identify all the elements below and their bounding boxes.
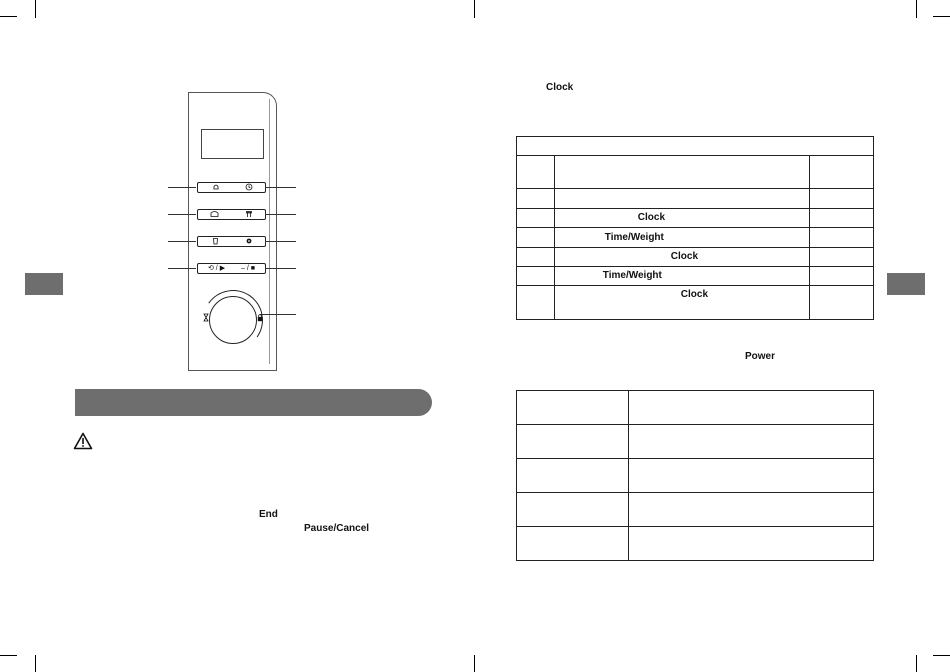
table-cell	[517, 189, 555, 209]
table-header-cell	[517, 137, 874, 156]
crop-mark	[916, 655, 917, 672]
table-cell	[517, 286, 555, 320]
table-cell	[517, 156, 555, 189]
clock-icon	[245, 183, 253, 194]
table-cell	[517, 391, 629, 425]
panel-button-row-3	[197, 236, 266, 247]
bell-icon	[212, 183, 220, 194]
power-keyword: Power	[745, 351, 776, 362]
table-row	[517, 391, 874, 425]
right-side-tab	[887, 273, 925, 295]
table-row	[517, 248, 874, 267]
table-row	[517, 527, 874, 561]
table-cell	[629, 391, 874, 425]
warning-triangle-icon	[73, 432, 93, 455]
table-cell	[629, 527, 874, 561]
table-row	[517, 209, 874, 228]
table-cell	[554, 248, 810, 267]
row-keyword: Clock	[637, 212, 666, 223]
settings-icon	[245, 237, 253, 248]
callout-line	[260, 314, 296, 315]
table-cell	[810, 156, 874, 189]
table-cell	[554, 286, 810, 320]
table-row	[517, 267, 874, 286]
row-keyword: Time/Weight	[602, 270, 662, 281]
section-banner	[75, 389, 432, 416]
table-cell	[517, 459, 629, 493]
table-row	[517, 459, 874, 493]
callout-line	[265, 268, 296, 269]
clock-heading-keyword: Clock	[546, 82, 574, 93]
panel-edge	[269, 99, 270, 364]
table-cell	[517, 228, 555, 248]
crop-mark	[35, 655, 36, 672]
row-keyword: Clock	[670, 251, 699, 262]
table-cell	[554, 267, 810, 286]
callout-line	[168, 214, 196, 215]
power-levels-table	[516, 390, 874, 561]
clock-settings-table	[516, 136, 874, 320]
crop-mark	[0, 16, 17, 17]
table-cell	[810, 267, 874, 286]
table-row	[517, 493, 874, 527]
table-cell	[629, 425, 874, 459]
callout-line	[168, 268, 196, 269]
crop-mark	[474, 0, 475, 18]
table-row	[517, 189, 874, 209]
table-cell	[517, 209, 555, 228]
table-cell	[629, 459, 874, 493]
left-side-tab	[25, 273, 63, 295]
table-cell	[554, 209, 810, 228]
drink-icon	[212, 237, 219, 248]
pause-cancel-keyword: Pause/Cancel	[304, 523, 370, 534]
crop-mark	[933, 16, 950, 17]
table-cell	[554, 228, 810, 248]
crop-mark	[916, 0, 917, 18]
panel-button-row-2	[197, 209, 266, 220]
panel-button-row-4	[197, 263, 266, 274]
callout-line	[265, 187, 296, 188]
callout-line	[168, 187, 196, 188]
table-cell	[517, 248, 555, 267]
table-row	[517, 425, 874, 459]
table-row	[517, 228, 874, 248]
crop-mark	[933, 655, 950, 656]
row-keyword: Time/Weight	[604, 232, 664, 243]
table-row	[517, 286, 874, 320]
stop-icon: – / ■	[241, 265, 255, 272]
row-keyword: Clock	[680, 289, 709, 300]
start-icon: ⟲ / ▶	[208, 265, 226, 272]
table-cell	[810, 286, 874, 320]
cutlery-icon	[245, 210, 253, 221]
panel-display	[201, 129, 264, 159]
callout-line	[265, 214, 296, 215]
lock-icon	[257, 309, 263, 327]
table-cell	[629, 493, 874, 527]
callout-line	[265, 241, 296, 242]
bread-icon	[210, 210, 219, 221]
panel-button-row-1	[197, 182, 266, 193]
crop-mark	[0, 655, 17, 656]
end-keyword: End	[259, 509, 278, 520]
table-cell	[810, 189, 874, 209]
crop-mark	[474, 655, 475, 672]
callout-line	[168, 241, 196, 242]
table-header-row	[517, 137, 874, 156]
table-cell	[517, 527, 629, 561]
table-cell	[554, 156, 810, 189]
table-cell	[517, 425, 629, 459]
table-cell	[554, 189, 810, 209]
table-row	[517, 156, 874, 189]
table-cell	[517, 493, 629, 527]
timer-icon	[203, 309, 209, 327]
crop-mark	[35, 0, 36, 18]
table-cell	[517, 267, 555, 286]
table-cell	[810, 228, 874, 248]
table-cell	[810, 209, 874, 228]
table-cell	[810, 248, 874, 267]
control-dial	[209, 296, 257, 344]
